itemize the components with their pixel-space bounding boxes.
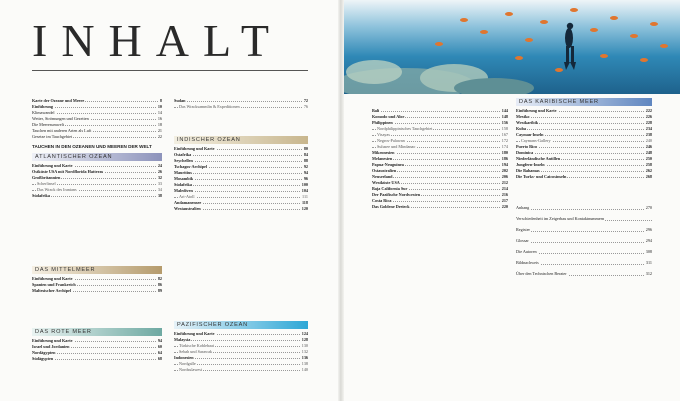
toc-entry[interactable]: Einführung 10 <box>32 104 162 109</box>
toc-entry[interactable]: Westaustralien 120 <box>174 206 308 211</box>
toc-pazifik <box>174 321 308 373</box>
toc-rotes-meer <box>32 328 162 362</box>
title-rule <box>32 70 308 71</box>
toc-entry[interactable]: Maltesischer Archipel 89 <box>32 288 162 293</box>
toc-entry[interactable]: Neuseeland 206 <box>372 174 508 179</box>
toc-entry[interactable]: Glossar 294 <box>516 235 652 246</box>
toc-entry[interactable]: Dominica 248 <box>516 150 652 155</box>
toc-subentry[interactable]: Sebah und Sarawak 132 <box>174 349 308 355</box>
toc-column-4 <box>516 98 652 180</box>
toc-entry[interactable]: Südafrika 100 <box>174 182 308 187</box>
toc-entry[interactable]: Puerto Rico 246 <box>516 144 652 149</box>
toc-entry[interactable]: Philippinen 156 <box>372 120 508 125</box>
toc-entry[interactable]: Der Pazifische Nordwesten 216 <box>372 192 508 197</box>
toc-entry[interactable]: Tauchen mit anderen Arten als Luft 21 <box>32 128 162 133</box>
toc-subentry[interactable]: Das Wracksammlin & Expeditionen 76 <box>174 104 308 110</box>
toc-entry[interactable]: Das Goldene Dreieck 220 <box>372 204 508 209</box>
section-heading-atlantik: ATLANTISCHER OZEAN <box>32 153 162 161</box>
toc-entry[interactable]: Cayman-Inseln 238 <box>516 132 652 137</box>
toc-anhang <box>516 202 652 279</box>
section-heading-rotes-meer: DAS ROTE MEER <box>32 328 162 336</box>
toc-subentry[interactable]: Das Wrack des Iranians 34 <box>32 187 162 193</box>
toc-entry[interactable]: Bali 144 <box>372 108 508 113</box>
toc-entry[interactable]: Tschagos-Archipel 92 <box>174 164 308 169</box>
toc-entry[interactable]: Verschiedenheit im Zeigerbau und Kontaktnummern <box>516 213 652 224</box>
toc-entry[interactable]: Einführung und Karte 94 <box>32 338 162 343</box>
diver-photo <box>344 0 680 94</box>
toc-entry[interactable]: Komodo und Alor 148 <box>372 114 508 119</box>
diver-photo-art <box>344 0 680 94</box>
toc-subentry[interactable]: Scherlinsel 33 <box>32 181 162 187</box>
toc-entry[interactable]: Großbritannien 32 <box>32 175 162 180</box>
toc-entry[interactable]: Ostküste USA mit Nordflorida Hatteras 26 <box>32 169 162 174</box>
toc-subentry[interactable]: Nordgalle 138 <box>174 361 308 367</box>
toc-entry[interactable]: Die Turks- und Caicosinseln 268 <box>516 174 652 179</box>
toc-entry[interactable]: Südägypten 68 <box>32 356 162 361</box>
toc-entry[interactable]: Indonesien 136 <box>174 355 308 360</box>
toc-subentry[interactable]: Nordphilippinisches Tauchgebiet 158 <box>372 126 508 132</box>
toc-entry[interactable]: Mexiko 226 <box>516 114 652 119</box>
section-heading-pazifik: PAZIFISCHER OZEAN <box>174 321 308 329</box>
toc-subentry[interactable]: Caymans-Gallery 240 <box>516 138 652 144</box>
toc-entry[interactable]: Ostaustralien 202 <box>372 168 508 173</box>
toc-entry[interactable]: Seychellen 88 <box>174 158 308 163</box>
toc-subentry[interactable]: Sulusee und Mindanao 174 <box>372 144 508 150</box>
toc-subentry[interactable]: Nordsulawesi 140 <box>174 367 308 373</box>
toc-entry[interactable]: Südafrika 38 <box>32 193 162 198</box>
toc-subentry[interactable]: Türkische Koblebaai 130 <box>174 343 308 349</box>
toc-entry[interactable]: Malediven 104 <box>174 188 308 193</box>
toc-entry[interactable]: Niederländische Antillen 250 <box>516 156 652 161</box>
toc-entry[interactable]: Westkaribik 228 <box>516 120 652 125</box>
toc-entry[interactable]: Anhang 270 <box>516 202 652 213</box>
toc-entry[interactable]: Register 296 <box>516 224 652 235</box>
toc-column-1 <box>32 98 162 199</box>
toc-subentry[interactable]: Negros-Palawan 172 <box>372 138 508 144</box>
toc-entry[interactable]: Costa Rica 217 <box>372 198 508 203</box>
toc-entry[interactable]: Mikronesien 180 <box>372 150 508 155</box>
toc-entry[interactable]: Mauritius 94 <box>174 170 308 175</box>
toc-entry[interactable]: Karte der Ozeane und Meere 8 <box>32 98 162 103</box>
toc-entry[interactable]: Die Meeresumwelt 18 <box>32 122 162 127</box>
toc-entry[interactable]: Spanien und Frankreich 86 <box>32 282 162 287</box>
toc-entry[interactable]: Einführung und Karte 222 <box>516 108 652 113</box>
toc-entry[interactable]: Westküste USA 212 <box>372 180 508 185</box>
toc-subentry[interactable]: Ari-Atoll 111 <box>174 194 308 200</box>
toc-entry[interactable]: Sudan 72 <box>174 98 308 103</box>
toc-entry[interactable]: Malaysia 128 <box>174 337 308 342</box>
toc-entry[interactable]: Papua-Neuguinea 194 <box>372 162 508 167</box>
toc-entry[interactable]: Israel und Jordanien 60 <box>32 344 162 349</box>
toc-entry[interactable]: Die Autoren 308 <box>516 246 652 257</box>
section-heading-karibik: DAS KARIBISCHE MEER <box>516 98 652 106</box>
toc-entry[interactable]: Einführung und Karte 24 <box>32 163 162 168</box>
toc-entry[interactable]: Einführung und Karte 82 <box>32 276 162 281</box>
toc-entry[interactable]: Nordägypten 64 <box>32 350 162 355</box>
toc-subentry[interactable]: Visayas 167 <box>372 132 508 138</box>
section-heading-mittelmeer: DAS MITTELMEER <box>32 266 162 274</box>
toc-entry[interactable]: Einführung und Karte 80 <box>174 146 308 151</box>
toc-entry[interactable]: Einführung und Karte 124 <box>174 331 308 336</box>
toc-column-2 <box>174 98 308 212</box>
toc-entry[interactable]: Bildnachweis 311 <box>516 257 652 268</box>
toc-entry[interactable]: Gesetze im Tauchgebiet 22 <box>32 134 162 139</box>
toc-entry[interactable]: Wetter, Strömungen und Gezeiten 16 <box>32 116 162 121</box>
toc-entry[interactable]: Über den Technischen Berater 312 <box>516 268 652 279</box>
toc-entry[interactable]: Mosambik 96 <box>174 176 308 181</box>
toc-entry[interactable]: Klimawandel 14 <box>32 110 162 115</box>
section-heading-indik: INDISCHER OZEAN <box>174 136 308 144</box>
toc-mittelmeer <box>32 266 162 294</box>
intro-heading: TAUCHEN IN DEN OZEANEN UND MEEREN DER WELT <box>32 144 152 149</box>
page-title: INHALT <box>32 15 283 66</box>
toc-entry[interactable]: Die Bahamas 262 <box>516 168 652 173</box>
toc-column-3 <box>372 108 508 210</box>
toc-entry[interactable]: Baja California Sur 214 <box>372 186 508 191</box>
toc-entry[interactable]: Kuba 234 <box>516 126 652 131</box>
toc-entry[interactable]: Ostafrika 84 <box>174 152 308 157</box>
toc-entry[interactable]: Jungfern-Inseln 258 <box>516 162 652 167</box>
toc-entry[interactable]: Melanesien 186 <box>372 156 508 161</box>
toc-entry[interactable]: Andamanensee 118 <box>174 200 308 205</box>
